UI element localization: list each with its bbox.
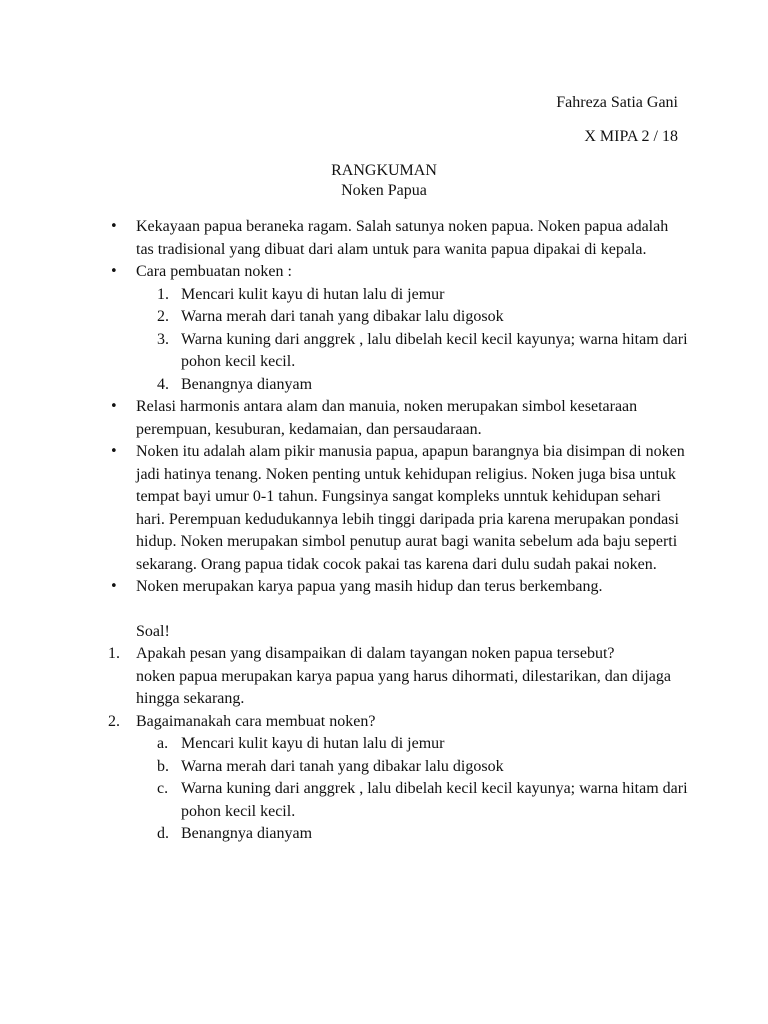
answer-item xyxy=(136,733,688,756)
answer-text: Benangnya dianyam xyxy=(181,825,313,842)
answer-marker: b. xyxy=(157,757,169,775)
author-name: Fahreza Satia Gani xyxy=(556,94,678,111)
step-marker: 3. xyxy=(157,330,169,348)
answer-marker: c. xyxy=(157,780,169,797)
question-marker: 2. xyxy=(108,712,120,730)
question-item xyxy=(108,711,688,846)
step-marker: 4. xyxy=(157,375,169,393)
answers-list xyxy=(136,733,688,846)
question-text: Apakah pesan yang disampaikan di dalam tayangan noken papua tersebut? xyxy=(136,645,615,662)
summary-item xyxy=(108,261,688,396)
step-item xyxy=(136,284,688,307)
step-item xyxy=(136,306,688,329)
answer-text: Warna merah dari tanah yang dibakar lalu digosok xyxy=(181,757,504,775)
summary-text: Noken merupakan karya papua yang masih hidup dan terus berkembang. xyxy=(136,578,603,595)
step-text: Benangnya dianyam xyxy=(181,375,313,393)
document-title: RANGKUMAN xyxy=(331,162,437,179)
step-text: Warna merah dari tanah yang dibakar lalu digosok xyxy=(181,308,504,325)
step-item xyxy=(136,329,688,374)
answer-item xyxy=(136,778,688,823)
class-number: X MIPA 2 / 18 xyxy=(584,128,678,145)
summary-item xyxy=(108,441,688,576)
step-item xyxy=(136,374,688,397)
step-marker: 2. xyxy=(157,308,169,325)
question-text: Bagaimanakah cara membuat noken? xyxy=(136,712,376,730)
steps-list xyxy=(136,284,688,397)
answer-text: Warna kuning dari anggrek , lalu dibelah kecil kecil kayunya; warna hitam dari pohon kecil kecil. xyxy=(181,780,688,820)
step-marker: 1. xyxy=(157,285,169,303)
step-text: Mencari kulit kayu di hutan lalu di jemur xyxy=(181,285,445,303)
document-body xyxy=(108,216,688,846)
soal-heading: Soal! xyxy=(136,622,170,640)
answer-marker: d. xyxy=(157,825,169,842)
summary-item xyxy=(108,216,688,261)
answer-marker: a. xyxy=(157,735,169,752)
question-item xyxy=(108,643,688,711)
answer-text: noken papua merupakan karya papua yang harus dihormati, dilestarikan, dan dijaga hingga sekarang. xyxy=(136,667,671,707)
step-text: Warna kuning dari anggrek , lalu dibelah kecil kecil kayunya; warna hitam dari pohon kecil kecil. xyxy=(181,330,688,370)
summary-text: Relasi harmonis antara alam dan manuia, noken merupakan simbol kesetaraan perempuan, kesuburan, kedamaian, dan persaudaraan. xyxy=(136,398,638,438)
summary-text: Kekayaan papua beraneka ragam. Salah satunya noken papua. Noken papua adalah tas tradisional yang dibuat dari alam untuk para wanita papua dipakai di kepala. xyxy=(136,218,669,258)
answer-item xyxy=(136,756,688,779)
summary-text: Noken itu adalah alam pikir manusia papua, apapun barangnya bia disimpan di noken jadi hatinya tenang. Noken penting untuk kehidupan religius. Noken juga bisa untuk tempat bayi umur 0-1 tahun. Fungsinya sangat kompleks unntuk kehidupan sehari hari. Perempuan kedudukannya lebih tinggi daripada pria karena merupakan pondasi hidup. Noken merupakan simbol penutup aurat bagi wanita sebelum ada baju seperti sekarang. Orang papua tidak cocok pakai tas karena dari dulu sudah pakai noken. xyxy=(136,443,685,573)
document-subtitle: Noken Papua xyxy=(341,182,427,199)
summary-text: Cara pembuatan noken : xyxy=(136,263,292,280)
spacer xyxy=(108,599,688,621)
question-marker: 1. xyxy=(108,645,120,662)
summary-item xyxy=(108,396,688,441)
answer-item xyxy=(136,823,688,846)
summary-list xyxy=(108,216,688,599)
questions-list xyxy=(108,643,688,846)
summary-item xyxy=(108,576,688,599)
answer-text: Mencari kulit kayu di hutan lalu di jemur xyxy=(181,735,445,752)
